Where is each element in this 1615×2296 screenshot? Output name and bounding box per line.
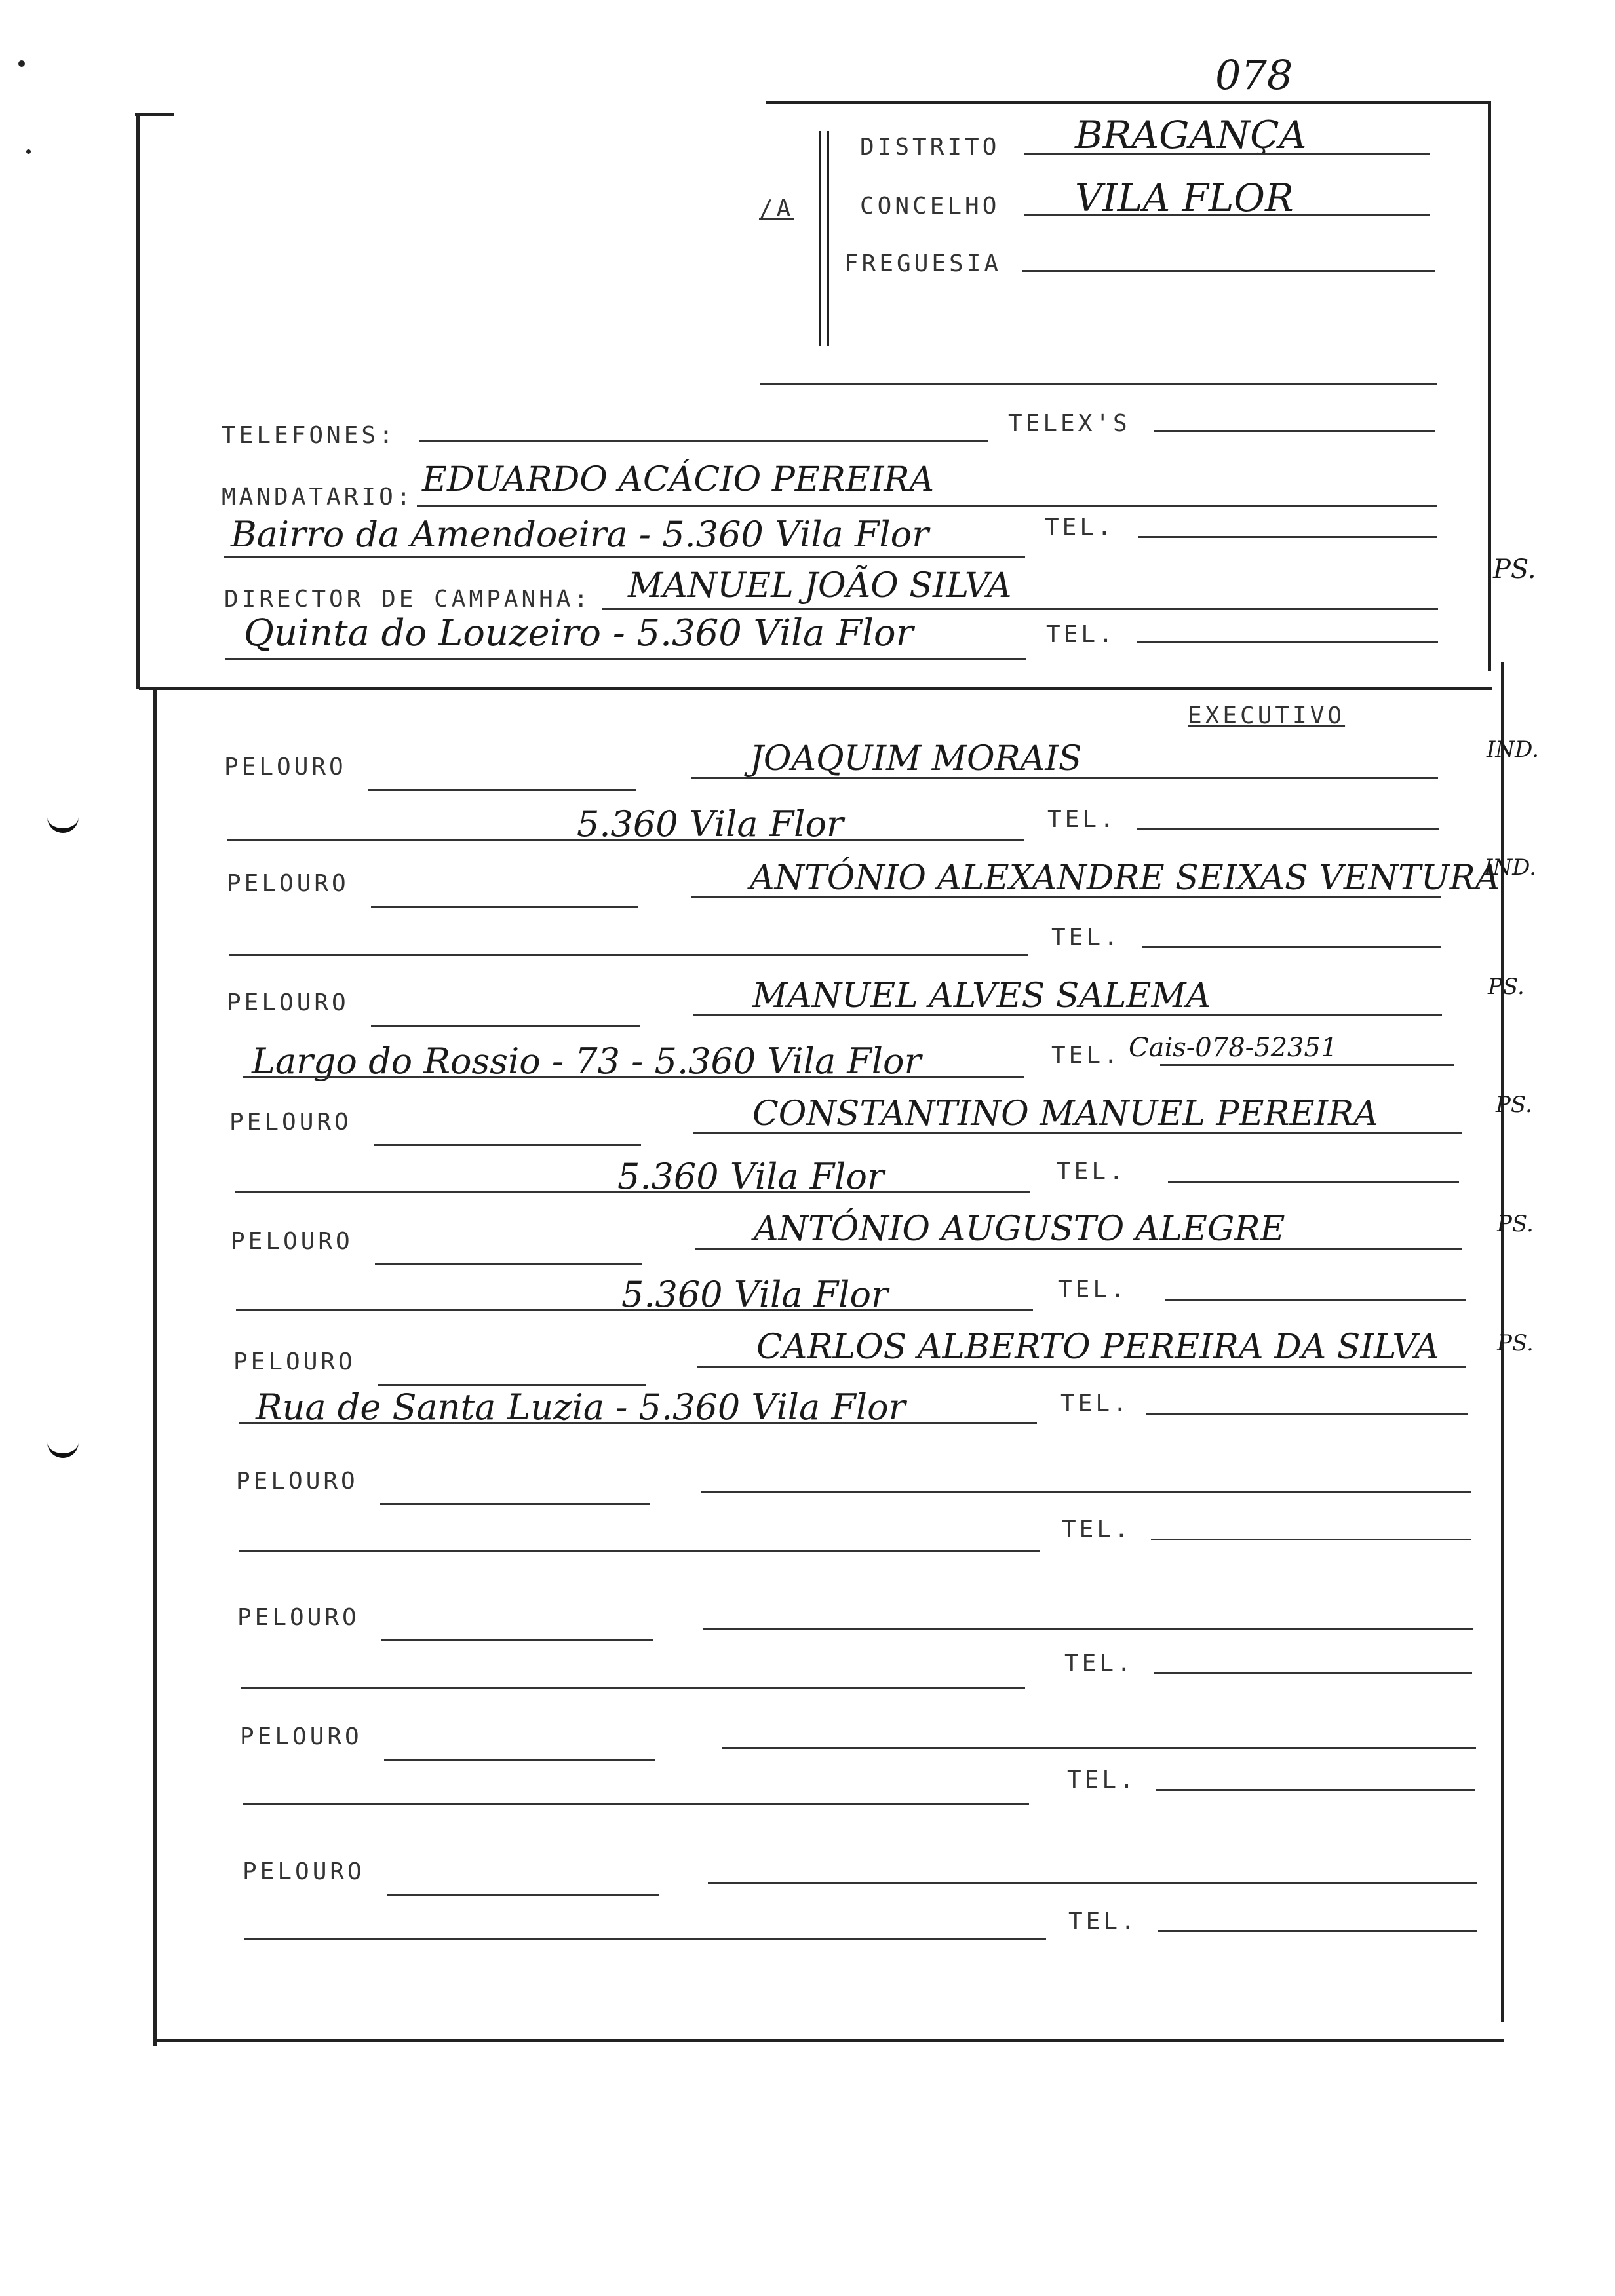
member-tel-line bbox=[1154, 1672, 1472, 1674]
member-name-line bbox=[722, 1747, 1476, 1749]
member-address[interactable]: Rua de Santa Luzia - 5.360 Vila Flor bbox=[256, 1387, 906, 1428]
telex-line bbox=[1154, 430, 1435, 432]
member-name[interactable]: JOAQUIM MORAIS bbox=[750, 739, 1082, 778]
pelouro-field-line[interactable] bbox=[368, 789, 636, 791]
tel-label: TEL. bbox=[1064, 1650, 1135, 1677]
member-tel[interactable]: Cais-078-52351 bbox=[1129, 1033, 1338, 1063]
form-left-border-lower bbox=[153, 687, 157, 2046]
tel-label: TEL. bbox=[1047, 806, 1118, 833]
pelouro-field-line[interactable] bbox=[371, 1025, 640, 1027]
member-name[interactable]: ANTÓNIO AUGUSTO ALEGRE bbox=[754, 1210, 1285, 1249]
member-address-line bbox=[243, 1803, 1029, 1805]
header-double-rule bbox=[827, 131, 829, 346]
mandatario-address-line bbox=[224, 556, 1025, 558]
mandatario-party: PS. bbox=[1493, 554, 1536, 584]
member-name-line bbox=[703, 1628, 1473, 1630]
pelouro-field-line[interactable] bbox=[371, 906, 638, 908]
member-name-line bbox=[695, 1248, 1462, 1250]
member-party: PS. bbox=[1488, 974, 1525, 1000]
distrito-line bbox=[1024, 153, 1430, 155]
member-address-line bbox=[227, 839, 1024, 841]
pelouro-label: PELOURO bbox=[227, 989, 349, 1016]
member-name-line bbox=[693, 1014, 1442, 1016]
member-tel-line bbox=[1151, 1539, 1471, 1540]
pelouro-label: PELOURO bbox=[233, 1349, 356, 1375]
tel-label: TEL. bbox=[1058, 1276, 1128, 1303]
header-double-rule bbox=[819, 131, 821, 346]
member-tel-line bbox=[1146, 1413, 1468, 1415]
pelouro-label: PELOURO bbox=[227, 870, 349, 897]
member-name[interactable]: CONSTANTINO MANUEL PEREIRA bbox=[752, 1094, 1378, 1134]
member-party: PS. bbox=[1497, 1211, 1534, 1237]
concelho-value[interactable]: VILA FLOR bbox=[1075, 176, 1294, 220]
member-tel-line bbox=[1168, 1181, 1459, 1183]
member-name-line bbox=[697, 1366, 1466, 1368]
pelouro-label: PELOURO bbox=[237, 1604, 360, 1631]
director-label: DIRECTOR DE CAMPANHA: bbox=[224, 586, 592, 613]
member-tel-line bbox=[1158, 1930, 1477, 1932]
member-address-line bbox=[244, 1938, 1046, 1940]
member-address[interactable]: Largo do Rossio - 73 - 5.360 Vila Flor bbox=[252, 1041, 922, 1082]
pelouro-field-line[interactable] bbox=[384, 1759, 655, 1761]
member-address[interactable]: 5.360 Vila Flor bbox=[617, 1156, 884, 1197]
freguesia-label: FREGUESIA bbox=[844, 250, 1002, 277]
pelouro-label: PELOURO bbox=[240, 1723, 362, 1750]
member-party: IND. bbox=[1487, 737, 1540, 763]
member-address[interactable]: 5.360 Vila Flor bbox=[621, 1274, 888, 1315]
pelouro-field-line[interactable] bbox=[381, 1639, 653, 1641]
margin-mark bbox=[26, 149, 31, 154]
member-address-line bbox=[239, 1550, 1040, 1552]
director-address-line bbox=[225, 658, 1026, 660]
mandatario-name[interactable]: EDUARDO ACÁCIO PEREIRA bbox=[422, 460, 935, 499]
form-bottom-border bbox=[155, 2039, 1504, 2042]
member-party: IND. bbox=[1484, 854, 1537, 881]
pelouro-field-line[interactable] bbox=[374, 1144, 641, 1146]
member-name-line bbox=[691, 777, 1438, 779]
mandatario-tel-line bbox=[1138, 536, 1437, 538]
hole-punch-mark bbox=[47, 810, 79, 833]
tel-label: TEL. bbox=[1057, 1158, 1127, 1185]
member-party: PS. bbox=[1496, 1092, 1532, 1118]
tel-label: TEL. bbox=[1060, 1390, 1131, 1417]
tel-label: TEL. bbox=[1068, 1908, 1138, 1935]
member-address-line bbox=[239, 1422, 1037, 1424]
mandatario-line bbox=[417, 505, 1437, 507]
form-left-border-upper bbox=[136, 113, 140, 689]
member-tel-line bbox=[1165, 1299, 1466, 1301]
member-tel-line bbox=[1160, 1064, 1454, 1066]
concelho-line bbox=[1024, 214, 1430, 216]
pelouro-field-line[interactable] bbox=[380, 1503, 650, 1505]
telex-label: TELEX'S bbox=[1008, 410, 1131, 437]
pelouro-label: PELOURO bbox=[231, 1228, 353, 1255]
tel-label: TEL. bbox=[1045, 514, 1115, 541]
member-address-line bbox=[235, 1191, 1030, 1193]
tel-label: TEL. bbox=[1051, 1042, 1121, 1069]
distrito-label: DISTRITO bbox=[860, 134, 1000, 161]
member-address-line bbox=[236, 1309, 1033, 1311]
mandatario-label: MANDATARIO: bbox=[222, 484, 414, 510]
form-right-border-upper bbox=[1488, 101, 1491, 671]
member-name[interactable]: ANTÓNIO ALEXANDRE SEIXAS VENTURA bbox=[750, 858, 1500, 898]
member-name[interactable]: CARLOS ALBERTO PEREIRA DA SILVA bbox=[756, 1328, 1439, 1367]
member-name-line bbox=[691, 896, 1441, 898]
hole-punch-mark bbox=[47, 1435, 79, 1458]
pelouro-label: PELOURO bbox=[229, 1109, 352, 1136]
member-tel-line bbox=[1137, 828, 1439, 830]
margin-mark bbox=[18, 60, 25, 67]
member-name-line bbox=[708, 1882, 1477, 1884]
member-name-line bbox=[701, 1491, 1471, 1493]
concelho-label: CONCELHO bbox=[860, 193, 1000, 220]
member-name-line bbox=[693, 1132, 1462, 1134]
header-bottom-line bbox=[760, 383, 1437, 385]
member-address[interactable]: 5.360 Vila Flor bbox=[577, 803, 844, 845]
pelouro-field-line[interactable] bbox=[378, 1384, 646, 1386]
top-left-corner-line bbox=[135, 113, 174, 116]
member-name[interactable]: MANUEL ALVES SALEMA bbox=[752, 976, 1211, 1016]
mandatario-address[interactable]: Bairro da Amendoeira - 5.360 Vila Flor bbox=[231, 514, 929, 555]
pelouro-label: PELOURO bbox=[224, 754, 347, 780]
director-tel-line bbox=[1137, 641, 1438, 643]
tel-label: TEL. bbox=[1067, 1767, 1137, 1793]
tel-label: TEL. bbox=[1062, 1516, 1132, 1543]
member-address-line bbox=[243, 1076, 1024, 1078]
executivo-title: EXECUTIVO bbox=[1188, 702, 1346, 729]
pelouro-label: PELOURO bbox=[236, 1468, 359, 1495]
header-top-line bbox=[766, 101, 1490, 104]
distrito-value[interactable]: BRAGANÇA bbox=[1075, 113, 1307, 157]
pelouro-field-line[interactable] bbox=[387, 1894, 659, 1896]
member-party: PS. bbox=[1497, 1330, 1534, 1356]
director-line bbox=[602, 608, 1438, 610]
tel-label: TEL. bbox=[1051, 924, 1121, 951]
member-address-line bbox=[229, 954, 1028, 956]
section-divider bbox=[139, 687, 1492, 690]
member-address-line bbox=[241, 1687, 1025, 1689]
pelouro-label: PELOURO bbox=[243, 1858, 365, 1885]
member-tel-line bbox=[1142, 946, 1441, 948]
page-number: 078 bbox=[1215, 51, 1293, 99]
telefones-label: TELEFONES: bbox=[222, 422, 397, 449]
telefones-line bbox=[419, 440, 988, 442]
director-address[interactable]: Quinta do Louzeiro - 5.360 Vila Flor bbox=[244, 612, 914, 655]
pelouro-field-line[interactable] bbox=[375, 1263, 642, 1265]
director-name[interactable]: MANUEL JOÃO SILVA bbox=[628, 566, 1012, 605]
form-code: /A bbox=[759, 195, 794, 222]
freguesia-line bbox=[1022, 270, 1435, 272]
member-tel-line bbox=[1156, 1789, 1475, 1791]
tel-label: TEL. bbox=[1046, 621, 1116, 648]
